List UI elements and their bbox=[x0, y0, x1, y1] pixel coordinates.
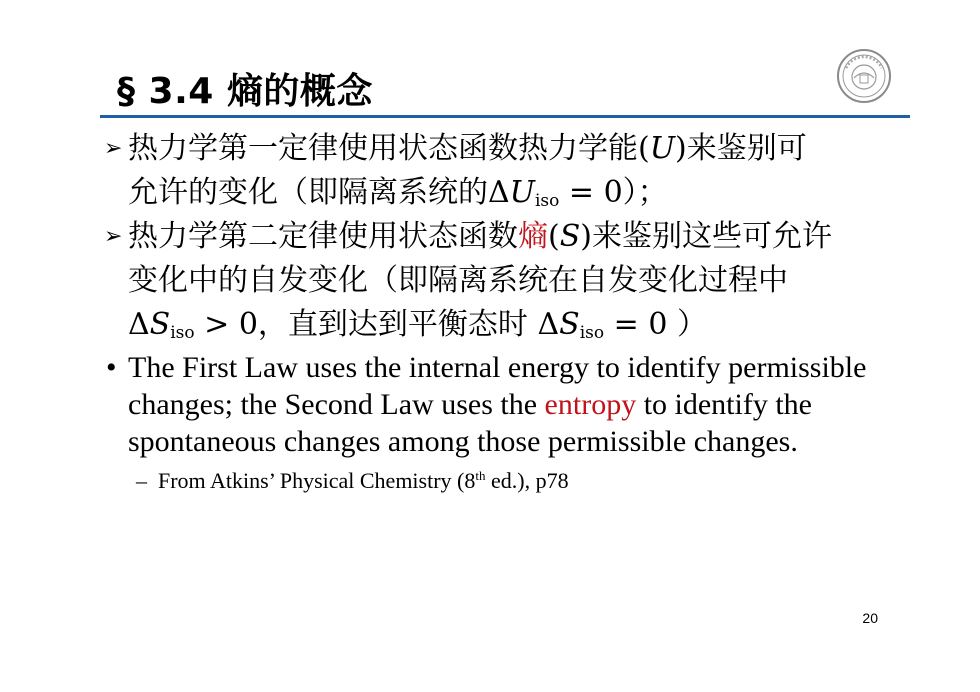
bullet-english: • The First Law uses the internal energy to identify permissible changes; the Second Law uses the entropy to identify the spontaneous changes among those permissible changes. bbox=[106, 351, 867, 458]
bullet-line: 热力学第二定律使用状态函数熵(S)来鉴别这些可允许 bbox=[128, 219, 832, 254]
bullet-line: 热力学第一定律使用状态函数热力学能(U)来鉴别可 bbox=[128, 131, 807, 166]
bullet-line: 允许的变化（即隔离系统的$\Delta U_{iso} = 0$）； bbox=[128, 175, 668, 211]
bullet-line: 变化中的自发变化（即隔离系统在自发变化过程中 bbox=[128, 263, 788, 298]
highlight-entropy: 熵 bbox=[518, 219, 548, 254]
dot-bullet-icon: • bbox=[106, 351, 117, 384]
dash-bullet-icon: – bbox=[136, 468, 147, 493]
bullet-list bbox=[100, 127, 900, 496]
title-divider bbox=[100, 115, 910, 118]
arrow-bullet-icon: ➢ bbox=[104, 224, 123, 249]
university-seal-icon bbox=[836, 48, 892, 104]
slide-title: § 3.4 熵的概念 bbox=[117, 71, 373, 112]
bullet-line: $\Delta S_{iso} > 0$，直到达到平衡态时 $\Delta S_{iso} = 0$ ） bbox=[128, 307, 707, 343]
bullet-first-law bbox=[100, 127, 900, 215]
source-citation: – From Atkins’ Physical Chemistry (8th ed.), p78 bbox=[100, 466, 900, 496]
page-number: 20 bbox=[862, 610, 878, 626]
bullet-second-law bbox=[100, 215, 900, 347]
arrow-bullet-icon: ➢ bbox=[104, 136, 123, 161]
highlight-entropy-en: entropy bbox=[544, 388, 637, 421]
